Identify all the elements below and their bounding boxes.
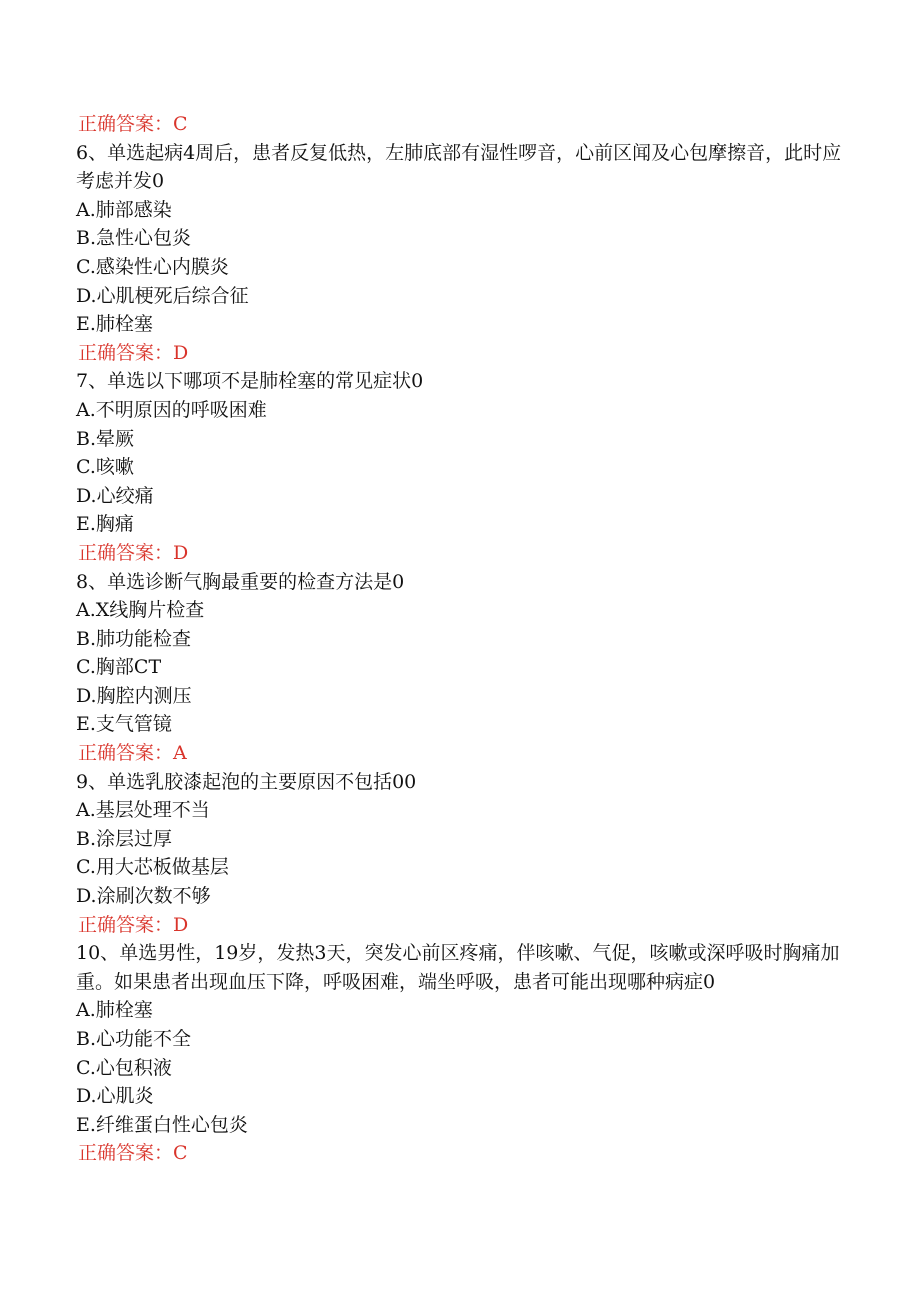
- option: D.心肌炎: [76, 1085, 154, 1108]
- option: B.急性心包炎: [76, 227, 192, 250]
- option: E.纤维蛋白性心包炎: [76, 1113, 248, 1136]
- answer-value: D: [173, 913, 189, 936]
- question-10: [76, 939, 846, 996]
- option: D.涂刷次数不够: [76, 885, 211, 908]
- answer-line: [76, 739, 846, 768]
- question-number: 8、: [76, 570, 108, 593]
- option: E.肺栓塞: [76, 313, 153, 336]
- answer-value: C: [173, 113, 188, 135]
- option: B.心功能不全: [76, 1028, 192, 1050]
- option: E.支气管镜: [76, 713, 172, 736]
- option: B.涂层过厚: [76, 827, 173, 850]
- question-number: 7、: [76, 370, 108, 393]
- answer-value: D: [173, 341, 189, 364]
- answer-label: 正确答案：: [78, 742, 174, 765]
- question-9: [76, 768, 846, 797]
- answer-line: [76, 110, 846, 139]
- option: A.不明原因的呼吸困难: [76, 398, 267, 421]
- option: A.肺部感染: [76, 198, 172, 221]
- answer-line: [76, 539, 846, 568]
- option: A.肺栓塞: [76, 999, 153, 1022]
- option: A.X线胸片检查: [76, 599, 205, 622]
- option: C.用大芯板做基层: [76, 856, 229, 879]
- question-text: 单选起病4周后，患者反复低热，左肺底部有湿性啰音，心前区闻及心包摩擦音，此时应考虑并发0: [76, 141, 842, 193]
- answer-label: 正确答案：: [78, 341, 174, 364]
- option: B.晕厥: [76, 427, 135, 450]
- question-number: 9、: [76, 770, 108, 793]
- answer-value: C: [173, 1142, 188, 1165]
- answer-value: A: [173, 742, 187, 765]
- option: D.心肌梗死后综合征: [76, 284, 249, 307]
- question-text: 单选以下哪项不是肺栓塞的常见症状0: [107, 370, 424, 393]
- question-text: 单选男性，19岁，发热3天，突发心前区疼痛，伴咳嗽、气促，咳嗽或深呼吸时胸痛加重。如果患者出现血压下降，呼吸困难，端坐呼吸，患者可能出现哪种病症0: [76, 942, 840, 993]
- question-text: 单选诊断气胸最重要的检查方法是0: [107, 570, 405, 593]
- answer-label: 正确答案：: [78, 913, 174, 936]
- option: C.胸部CT: [76, 656, 162, 679]
- answer-line: [76, 339, 846, 368]
- answer-line: [76, 911, 846, 940]
- answer-line: [76, 1139, 846, 1168]
- question-7: [76, 367, 846, 396]
- option: A.基层处理不当: [76, 799, 210, 822]
- option: C.心包积液: [76, 1056, 172, 1079]
- option: C.感染性心内膜炎: [76, 255, 229, 278]
- option: C.咳嗽: [76, 456, 134, 479]
- question-6: [76, 139, 846, 196]
- question-number: 10、: [76, 942, 120, 965]
- answer-value: D: [173, 541, 189, 564]
- answer-label: 正确答案：: [78, 1142, 174, 1165]
- question-8: [76, 568, 846, 597]
- document-body: [76, 110, 846, 1168]
- answer-label: 正确答案：: [78, 541, 174, 564]
- option: B.肺功能检查: [76, 627, 192, 650]
- question-text: 单选乳胶漆起泡的主要原因不包括00: [107, 770, 417, 793]
- option: D.心绞痛: [76, 484, 154, 507]
- question-number: 6、: [76, 141, 108, 164]
- option: D.胸腔内测压: [76, 684, 192, 707]
- answer-label: 正确答案：: [78, 113, 174, 135]
- option: E.胸痛: [76, 513, 134, 536]
